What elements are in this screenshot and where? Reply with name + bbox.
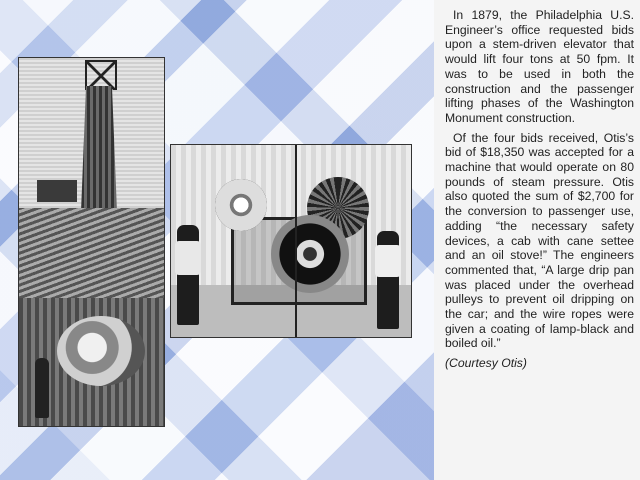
paragraph-1: In 1879, the Philadelphia U.S. Engineer’s office requested bids upon a stem-driven elevator that would lift four tons at 50 fpm. It was to be used in both the construction and the passenger lifting phases of the Washington Monument construction. <box>445 8 634 125</box>
monument-scaffold <box>85 60 117 90</box>
monument-construction-illustration <box>19 58 164 426</box>
pulley-wheel <box>215 179 267 231</box>
steam-engine-small <box>57 316 145 386</box>
washington-monument-tower <box>81 86 117 212</box>
construction-shed <box>37 180 77 202</box>
flywheel <box>271 215 349 293</box>
photo-credit: (Courtesy Otis) <box>445 356 527 371</box>
workers-on-ground <box>19 208 164 298</box>
article-text <box>445 8 634 376</box>
man-left-shirt <box>175 241 201 275</box>
man-left <box>177 225 199 325</box>
vertical-pole <box>295 145 297 337</box>
paragraph-2: Of the four bids received, Otis’s bid of $18,350 was accepted for a machine that would operate on 80 pounds of steam pressure. Otis also quoted the sum of $2,700 for the conversion to passenger use, adding “the necessary safety devices, a cab with cane settee and an oil stove!” The engineers commented that, “A large drip pan was placed under the overhead pulleys to prevent oil dripping on the car; and the wire ropes were given a coating of lamp-black and boiled oil.” <box>445 130 634 351</box>
worker-figure <box>35 358 49 418</box>
man-right-shirt <box>375 245 401 277</box>
steam-hoisting-engine-photo <box>171 145 411 337</box>
